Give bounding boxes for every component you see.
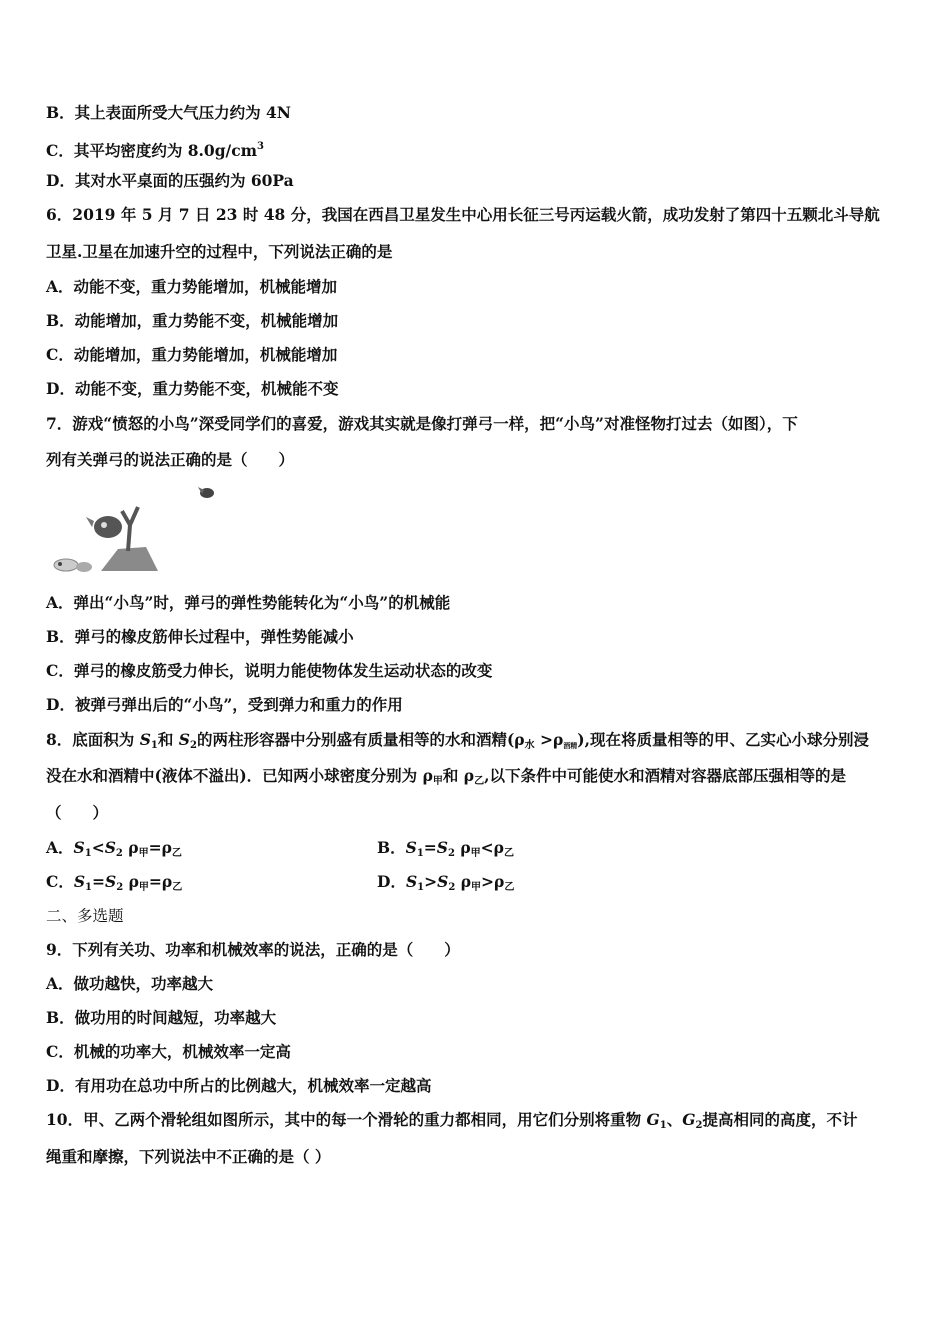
q8-text: ρ xyxy=(123,872,139,891)
section-heading-multi-choice: 二、多选题 xyxy=(46,907,124,925)
q8-symbol-s: S xyxy=(436,838,448,857)
q8-subscript: 甲 xyxy=(138,882,149,893)
q8-subscript: 2 xyxy=(189,740,197,751)
q8-symbol-s: S xyxy=(178,730,190,749)
q8-symbol-s: S xyxy=(405,872,418,891)
q8-subscript: 甲 xyxy=(432,776,443,787)
q8-relation: = xyxy=(92,872,106,891)
bird-in-sling xyxy=(94,516,122,538)
q6-option-c: C．动能增加，重力势能增加，机械能增加 xyxy=(46,345,338,364)
q6-stem-line2: 卫星.卫星在加速升空的过程中，下列说法正确的是 xyxy=(46,242,393,261)
q8-subscript: 乙 xyxy=(474,776,485,787)
waiting-bird xyxy=(54,559,78,571)
q9-option-c: C．机械的功率大，机械效率一定高 xyxy=(46,1042,291,1061)
q5-option-c-superscript: 3 xyxy=(257,141,265,152)
q8-text: 8．底面积为 xyxy=(46,730,140,749)
q9-option-d: D．有用功在总功中所占的比例越大，机械效率一定越高 xyxy=(46,1076,432,1095)
q8-option-label: D． xyxy=(377,872,406,891)
q8-subscript: 乙 xyxy=(172,882,183,893)
q10-symbol-g: G xyxy=(682,1110,696,1129)
q8-subscript: 乙 xyxy=(504,882,515,893)
q5-option-c xyxy=(46,137,264,161)
q8-option-d xyxy=(377,872,514,898)
q6-option-d: D．动能不变，重力势能不变，机械能不变 xyxy=(46,379,339,398)
q8-text: ),现在将质量相等的甲、乙实心小球分别浸 xyxy=(577,730,870,749)
q10-subscript: 1 xyxy=(659,1120,667,1131)
q8-text: ρ xyxy=(454,838,471,857)
q7-option-c: C．弹弓的橡皮筋受力伸长，说明力能使物体发生运动状态的改变 xyxy=(46,661,493,680)
q8-symbol-s: S xyxy=(437,872,449,891)
q8-subscript: 2 xyxy=(115,848,123,859)
slingshot-figure xyxy=(46,485,226,577)
q8-subscript: 2 xyxy=(448,882,456,893)
q6-option-b: B．动能增加，重力势能不变，机械能增加 xyxy=(46,311,339,330)
q7-option-d: D．被弹弓弹出后的“小鸟”，受到弹力和重力的作用 xyxy=(46,695,403,714)
q8-symbol-s: S xyxy=(73,872,86,891)
q10-symbol-g: G xyxy=(646,1110,660,1129)
q5-option-d: D．其对水平桌面的压强约为 60Pa xyxy=(46,171,294,190)
q8-text: 没在水和酒精中(液体不溢出)．已知两小球密度分别为 ρ xyxy=(46,766,433,785)
q7-option-b: B．弹弓的橡皮筋伸长过程中，弹性势能减小 xyxy=(46,627,354,646)
q8-subscript: 甲 xyxy=(138,848,149,859)
q8-subscript: 1 xyxy=(85,882,93,893)
q8-option-label: C． xyxy=(46,872,74,891)
q8-subscript: 1 xyxy=(84,848,92,859)
q8-option-c xyxy=(46,872,182,898)
q9-option-a: A．做功越快，功率越大 xyxy=(46,974,214,993)
q8-relation: = xyxy=(423,838,437,857)
q8-relation: > xyxy=(424,872,438,891)
q10-stem-line1 xyxy=(46,1110,857,1136)
q8-text: ρ xyxy=(455,872,472,891)
q8-subscript: 2 xyxy=(447,848,455,859)
q8-text: 和 ρ xyxy=(442,766,475,785)
q8-stem-line3: （ ） xyxy=(46,803,109,822)
q8-relation: =ρ xyxy=(148,872,173,891)
q10-text: 提高相同的高度，不计 xyxy=(702,1110,858,1129)
q8-symbol-s: S xyxy=(405,838,417,857)
q8-relation: <ρ xyxy=(480,838,504,857)
q9-stem: 9．下列有关功、功率和机械效率的说法，正确的是（ ） xyxy=(46,940,460,959)
q8-subscript: 乙 xyxy=(171,848,182,859)
q8-option-label: B． xyxy=(377,838,406,857)
q6-stem-line1: 6．2019 年 5 月 7 日 23 时 48 分，我国在西昌卫星发生中心用长征三号丙运载火箭，成功发射了第四十五颗北斗导航 xyxy=(46,205,880,224)
q8-subscript: 甲 xyxy=(471,882,482,893)
q8-symbol-s: S xyxy=(105,872,117,891)
q8-text: ρ xyxy=(122,838,139,857)
q8-text: 和 xyxy=(157,730,179,749)
q8-text: ,以下条件中可能使水和酒精对容器底部压强相等的是 xyxy=(484,766,846,785)
q8-relation: >ρ xyxy=(481,872,505,891)
q8-subscript: 甲 xyxy=(470,848,481,859)
q8-symbol-s: S xyxy=(73,838,85,857)
q10-text: 、 xyxy=(666,1110,683,1129)
q8-subscript: 1 xyxy=(417,882,425,893)
q8-symbol-s: S xyxy=(139,730,151,749)
q9-option-b: B．做功用的时间越短，功率越大 xyxy=(46,1008,277,1027)
q10-text: 10．甲、乙两个滑轮组如图所示，其中的每一个滑轮的重力都相同，用它们分别将重物 xyxy=(46,1110,647,1129)
q8-option-a xyxy=(46,838,182,864)
q8-stem-line1 xyxy=(46,730,869,756)
q8-option-label: A． xyxy=(46,838,74,857)
q8-relation: < xyxy=(91,838,105,857)
q5-option-b: B．其上表面所受大气压力约为 4N xyxy=(46,103,291,122)
q8-relation: =ρ xyxy=(148,838,172,857)
q8-subscript: 1 xyxy=(150,740,158,751)
q7-stem-line2: 列有关弹弓的说法正确的是（ ） xyxy=(46,450,295,469)
q8-subscript: 2 xyxy=(116,882,124,893)
q7-option-a: A．弹出“小鸟”时，弹弓的弹性势能转化为“小鸟”的机械能 xyxy=(46,593,451,612)
q7-stem-line1: 7．游戏“愤怒的小鸟”深受同学们的喜爱，游戏其实就是像打弹弓一样，把“小鸟”对准怪物打过去（如图），下 xyxy=(46,414,798,433)
q10-stem-line2: 绳重和摩擦，下列说法中不正确的是（ ） xyxy=(46,1147,331,1166)
q8-text: 的两柱形容器中分别盛有质量相等的水和酒精(ρ xyxy=(196,730,525,749)
q5-option-c-text: C．其平均密度约为 8.0g/cm xyxy=(46,141,258,160)
q8-subscript: 乙 xyxy=(503,848,514,859)
q8-subscript: 1 xyxy=(416,848,424,859)
q8-option-b xyxy=(377,838,514,864)
q8-text: >ρ xyxy=(534,730,564,749)
q6-option-a: A．动能不变，重力势能增加，机械能增加 xyxy=(46,277,338,296)
q8-subscript: 水 xyxy=(524,740,535,751)
q10-subscript: 2 xyxy=(695,1120,703,1131)
q8-stem-line2 xyxy=(46,766,846,792)
q8-subscript: 酒精 xyxy=(563,741,578,750)
waiting-bird xyxy=(76,562,92,572)
q8-symbol-s: S xyxy=(104,838,116,857)
